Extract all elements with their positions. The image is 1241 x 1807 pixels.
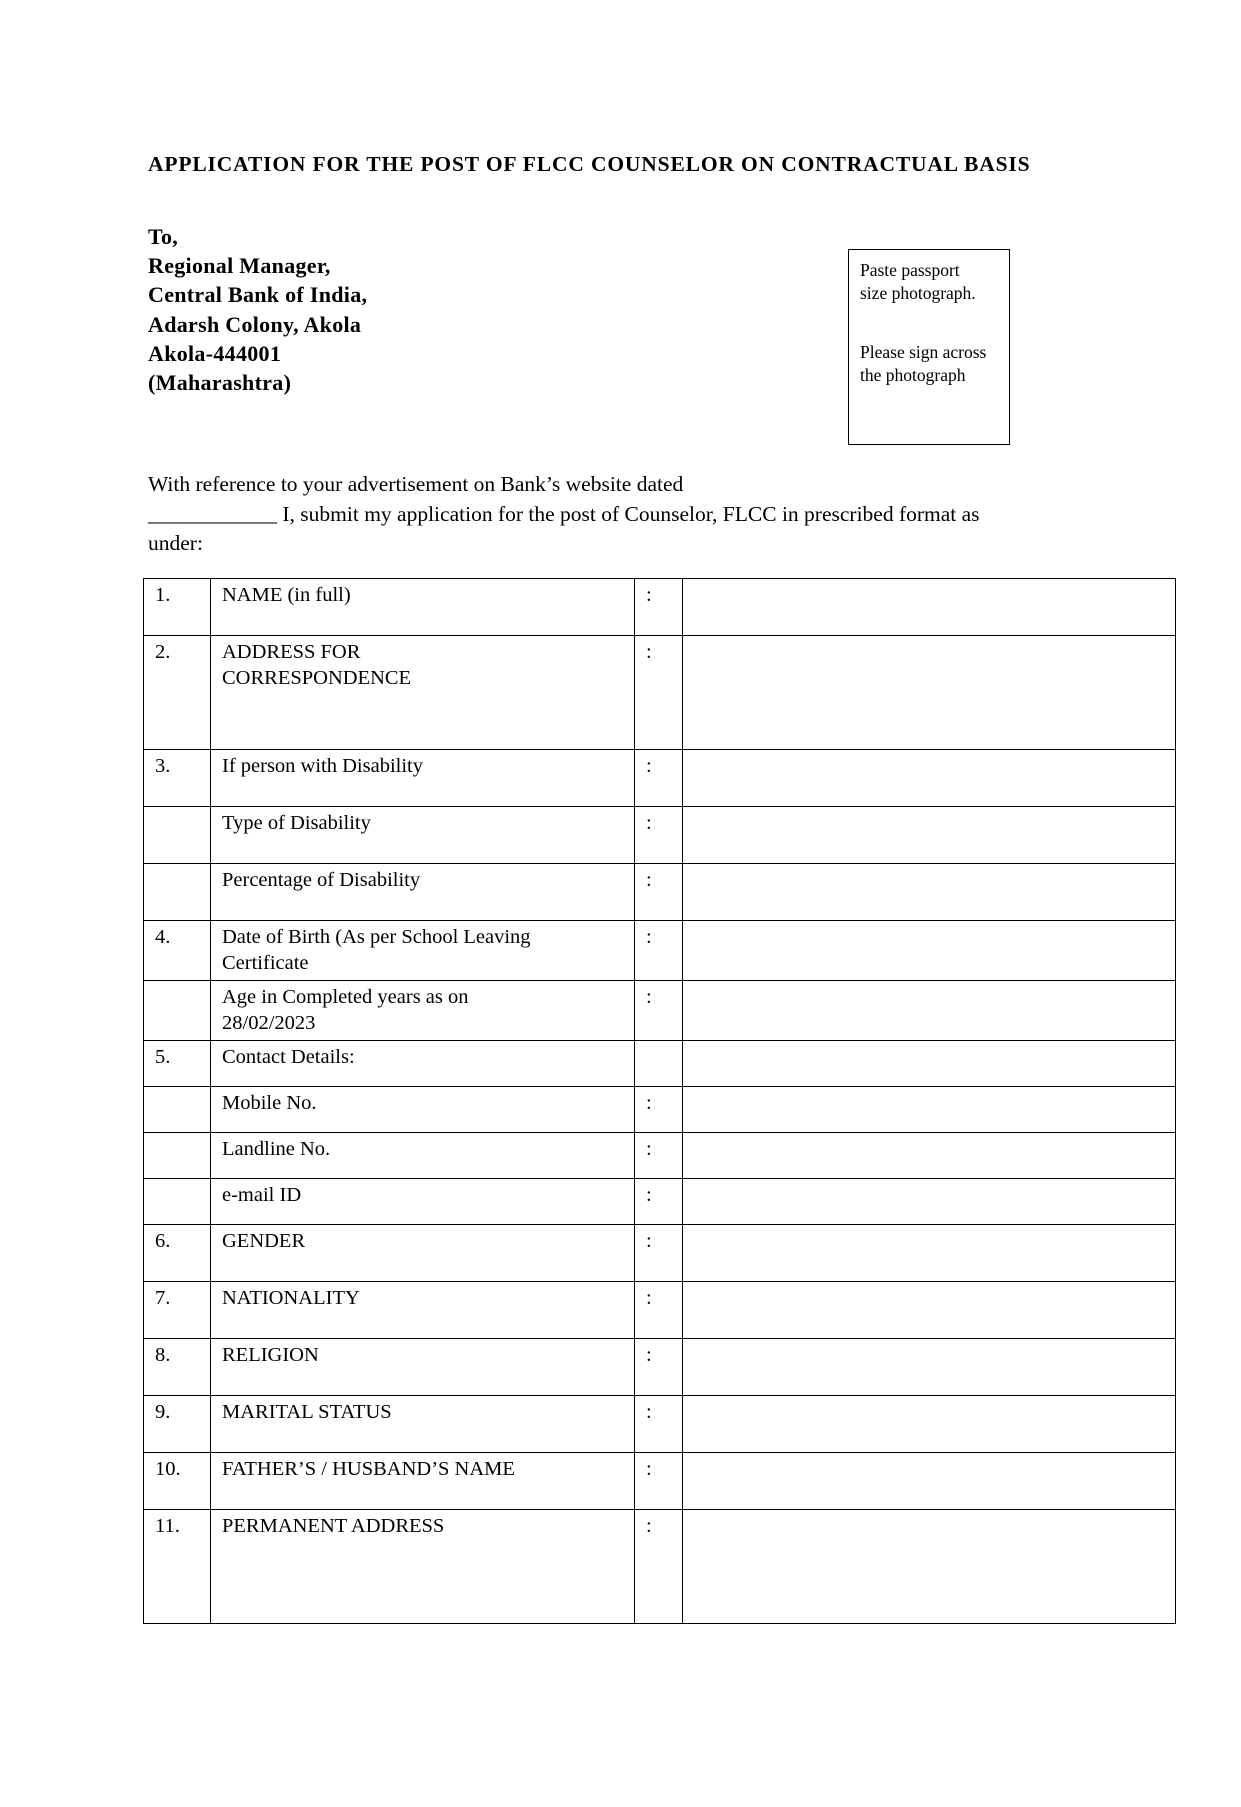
date-blank-field[interactable]: ____________ <box>148 501 277 526</box>
photo-instruction-line-4: the photograph <box>860 365 966 385</box>
row-label <box>211 921 635 981</box>
row-value-field[interactable] <box>683 1282 1176 1339</box>
row-label: RELIGION <box>211 1339 635 1396</box>
row-colon <box>635 1041 683 1087</box>
row-label: MARITAL STATUS <box>211 1396 635 1453</box>
table-row <box>144 1282 1176 1339</box>
row-label-line-1: Age in Completed years as on <box>222 986 469 1008</box>
row-label: Type of Disability <box>211 807 635 864</box>
addressee-line-state: (Maharashtra) <box>148 370 292 396</box>
addressee-line-to: To, <box>148 224 179 249</box>
row-label: PERMANENT ADDRESS <box>211 1510 635 1624</box>
row-label-line-1: Date of Birth (As per School Leaving <box>222 926 531 948</box>
table-row <box>144 1510 1176 1624</box>
row-value-field[interactable] <box>683 1510 1176 1624</box>
row-label: NAME (in full) <box>211 579 635 636</box>
row-value-field[interactable] <box>683 921 1176 981</box>
table-row <box>144 807 1176 864</box>
row-colon: : <box>635 750 683 807</box>
page-title: APPLICATION FOR THE POST OF FLCC COUNSELOR ON CONTRACTUAL BASIS <box>148 152 1031 176</box>
photo-instruction-line-3: Please sign across <box>860 342 987 362</box>
row-number: 3. <box>144 750 211 807</box>
row-colon: : <box>635 921 683 981</box>
table-row <box>144 1133 1176 1179</box>
row-label: GENDER <box>211 1225 635 1282</box>
row-number: 5. <box>144 1041 211 1087</box>
photograph-placeholder-box <box>848 249 1010 445</box>
row-value-field[interactable] <box>683 1041 1176 1087</box>
reference-line-3: under: <box>148 531 203 555</box>
row-value-field[interactable] <box>683 807 1176 864</box>
row-number: 9. <box>144 1396 211 1453</box>
row-colon: : <box>635 1282 683 1339</box>
row-label <box>211 981 635 1041</box>
table-row <box>144 1225 1176 1282</box>
row-colon: : <box>635 636 683 750</box>
table-row <box>144 1087 1176 1133</box>
table-row <box>144 1453 1176 1510</box>
row-value-field[interactable] <box>683 1225 1176 1282</box>
table-row <box>144 921 1176 981</box>
row-label: Percentage of Disability <box>211 864 635 921</box>
table-row <box>144 750 1176 807</box>
row-number <box>144 981 211 1041</box>
row-value-field[interactable] <box>683 1396 1176 1453</box>
row-colon: : <box>635 1179 683 1225</box>
row-label: Contact Details: <box>211 1041 635 1087</box>
row-label: e-mail ID <box>211 1179 635 1225</box>
row-label-line-2: CORRESPONDENCE <box>222 666 412 689</box>
table-row <box>144 1179 1176 1225</box>
row-value-field[interactable] <box>683 579 1176 636</box>
row-label: FATHER’S / HUSBAND’S NAME <box>211 1453 635 1510</box>
photo-instruction-line-2: size photograph. <box>860 283 976 303</box>
row-colon: : <box>635 1453 683 1510</box>
row-label <box>211 636 635 750</box>
addressee-block <box>148 222 367 397</box>
photo-instruction-line-1: Paste passport <box>860 260 960 280</box>
row-colon: : <box>635 864 683 921</box>
row-value-field[interactable] <box>683 1179 1176 1225</box>
row-colon: : <box>635 1396 683 1453</box>
row-colon: : <box>635 807 683 864</box>
row-value-field[interactable] <box>683 1339 1176 1396</box>
applicant-details-table <box>143 578 1176 1624</box>
row-label: Mobile No. <box>211 1087 635 1133</box>
addressee-line-street: Adarsh Colony, Akola <box>148 311 362 337</box>
table-row <box>144 864 1176 921</box>
row-colon: : <box>635 981 683 1041</box>
table-row <box>144 579 1176 636</box>
photo-instruction-sign <box>860 341 986 387</box>
row-label-line-1: ADDRESS FOR <box>222 641 361 663</box>
row-value-field[interactable] <box>683 864 1176 921</box>
row-number: 7. <box>144 1282 211 1339</box>
row-number <box>144 1087 211 1133</box>
addressee-line-pin: Akola-444001 <box>148 340 282 366</box>
row-number: 1. <box>144 579 211 636</box>
row-number: 11. <box>144 1510 211 1624</box>
reference-paragraph <box>148 470 1088 559</box>
row-number <box>144 1133 211 1179</box>
reference-line-2 <box>148 500 1088 530</box>
table-row <box>144 981 1176 1041</box>
row-value-field[interactable] <box>683 981 1176 1041</box>
row-colon: : <box>635 579 683 636</box>
row-number: 2. <box>144 636 211 750</box>
reference-line-1: With reference to your advertisement on Bank’s website dated <box>148 472 684 496</box>
row-label: If person with Disability <box>211 750 635 807</box>
reference-line-2-text: I, submit my application for the post of Counselor, FLCC in prescribed format as <box>277 501 980 526</box>
row-number <box>144 864 211 921</box>
row-label-line-2: Certificate <box>222 951 309 974</box>
row-number: 4. <box>144 921 211 981</box>
photo-instruction-paste <box>860 259 976 305</box>
addressee-line-bank: Central Bank of India, <box>148 282 368 308</box>
row-number: 10. <box>144 1453 211 1510</box>
row-colon: : <box>635 1133 683 1179</box>
row-value-field[interactable] <box>683 750 1176 807</box>
row-label: NATIONALITY <box>211 1282 635 1339</box>
row-label-line-2: 28/02/2023 <box>222 1011 316 1034</box>
row-number: 8. <box>144 1339 211 1396</box>
table-row <box>144 1396 1176 1453</box>
row-colon: : <box>635 1087 683 1133</box>
row-colon: : <box>635 1339 683 1396</box>
row-label: Landline No. <box>211 1133 635 1179</box>
table-row <box>144 636 1176 750</box>
row-number <box>144 1179 211 1225</box>
row-colon: : <box>635 1225 683 1282</box>
row-value-field[interactable] <box>683 1133 1176 1179</box>
row-value-field[interactable] <box>683 1087 1176 1133</box>
row-value-field[interactable] <box>683 1453 1176 1510</box>
row-number <box>144 807 211 864</box>
table-row <box>144 1339 1176 1396</box>
row-colon: : <box>635 1510 683 1624</box>
addressee-line-role: Regional Manager, <box>148 253 331 279</box>
row-number: 6. <box>144 1225 211 1282</box>
row-value-field[interactable] <box>683 636 1176 750</box>
table-row <box>144 1041 1176 1087</box>
